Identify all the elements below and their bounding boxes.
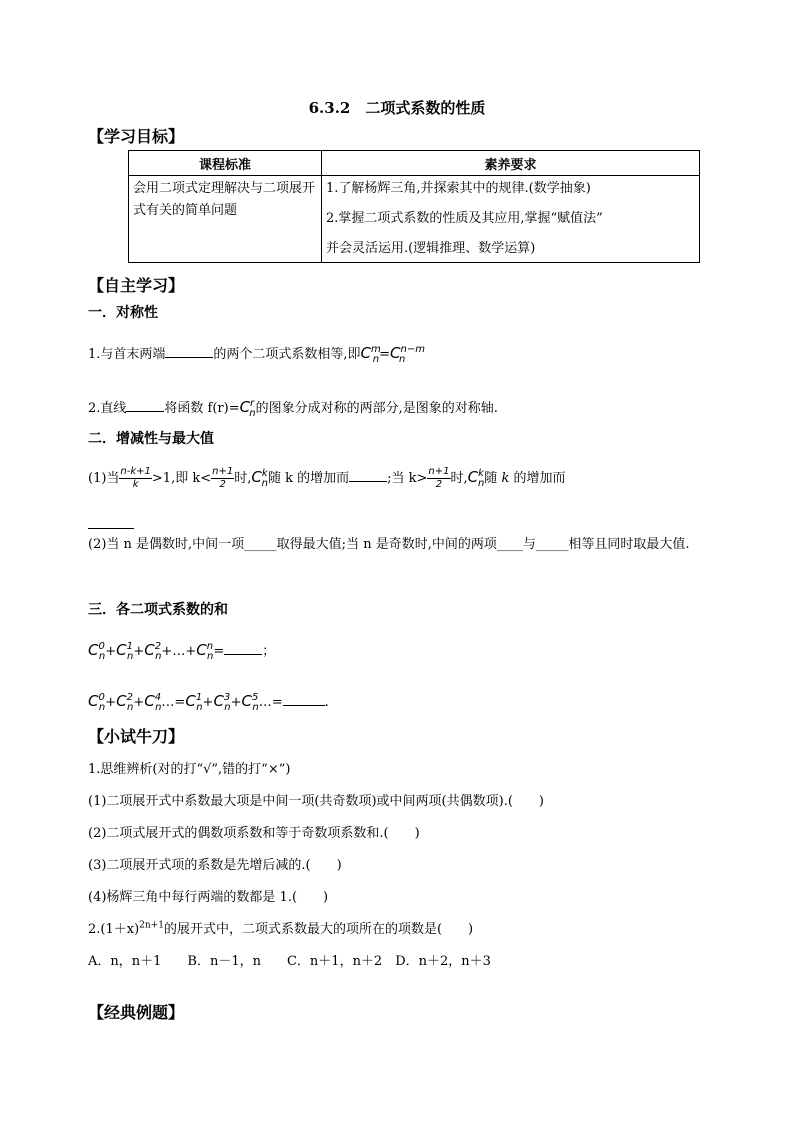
section-self-study: 【自主学习】 [88, 276, 185, 295]
monotonic-heading: 二．增减性与最大值 [88, 431, 214, 447]
practice-intro: 1.思维辨析(对的打“√”,错的打“×”) [88, 762, 291, 777]
section-examples: 【经典例题】 [88, 1003, 185, 1022]
symmetry-heading: 一．对称性 [88, 305, 158, 321]
requirement-2a: 2.掌握二项式系数的性质及其应用,掌握“赋值法” [326, 211, 603, 226]
sum-heading: 三．各二项式系数的和 [88, 602, 228, 618]
blank [126, 398, 164, 412]
header-requirements: 素养要求 [322, 151, 700, 176]
blank [349, 468, 387, 482]
practice-options: A．n，n＋1 B．n－1，n C．n＋1，n＋2 D．n＋2，n＋3 [88, 954, 491, 969]
practice-item-3: (3)二项展开式项的系数是先增后减的.( ) [88, 858, 342, 873]
sum-line-1: $C^0_n+C^1_n+C^2_n+\dots+C^n_n=$ ； [88, 641, 276, 662]
section-objectives: 【学习目标】 [88, 127, 185, 146]
sum-line-2: $C^0_n+C^2_n+C^4_n\dots=C^1_n+C^3_n+C^5_n\dots=$ . [88, 692, 329, 713]
blank [283, 692, 325, 706]
monotonic-blank-line [88, 515, 134, 533]
symmetry-line-2: 2.直线 将函数 $f(r)=C^r_n$的图象分成对称的两部分,是图象的对称轴. [88, 398, 498, 419]
practice-item-4: (4)杨辉三角中每行两端的数都是 1.( ) [88, 890, 329, 905]
page-title: 6.3.2 二项式系数的性质 [308, 99, 486, 117]
practice-item-2: (2)二项式展开式的偶数项系数和等于奇数项系数和.( ) [88, 826, 420, 841]
monotonic-line-2: (2)当 n 是偶数时,中间一项_____取得最大值;当 n 是奇数时,中间的两项____与_____相等且同时取最大值. [88, 537, 690, 552]
requirements-cell [322, 176, 700, 263]
section-practice: 【小试牛刀】 [88, 727, 185, 746]
practice-item-1: (1)二项展开式中系数最大项是中间一项(共奇数项)或中间两项(共偶数项).( ) [88, 794, 544, 809]
practice-question-2: $2.(1+x)^{2n+1}$的展开式中，二项式系数最大的项所在的项数是( ) [88, 920, 474, 937]
blank [224, 641, 262, 655]
monotonic-line-1: (1)当 $\frac{n-k+1}{k}$ >1,即 k< $\frac{n+1}{2}$ 时$,C^k_n$随 k 的增加而 ;当 k> $\frac{n+1}{2}$ 时$,C^k_n$随 k 的增加而 [88, 466, 566, 490]
requirement-1: 1.了解杨辉三角,并探索其中的规律.(数学抽象) [326, 181, 591, 196]
requirement-2b: 并会灵活运用.(逻辑推理、数学运算) [326, 241, 536, 256]
symmetry-line-1: 1.与首末两端 的两个二项式系数相等,即$C^m_n=C^{n-m}_n$ [88, 344, 425, 365]
blank [165, 344, 213, 358]
standard-cell: 会用二项式定理解决与二项展开式有关的简单问题 [129, 176, 322, 263]
objectives-table [128, 150, 700, 263]
blank [88, 515, 134, 529]
header-standard: 课程标准 [129, 151, 322, 176]
